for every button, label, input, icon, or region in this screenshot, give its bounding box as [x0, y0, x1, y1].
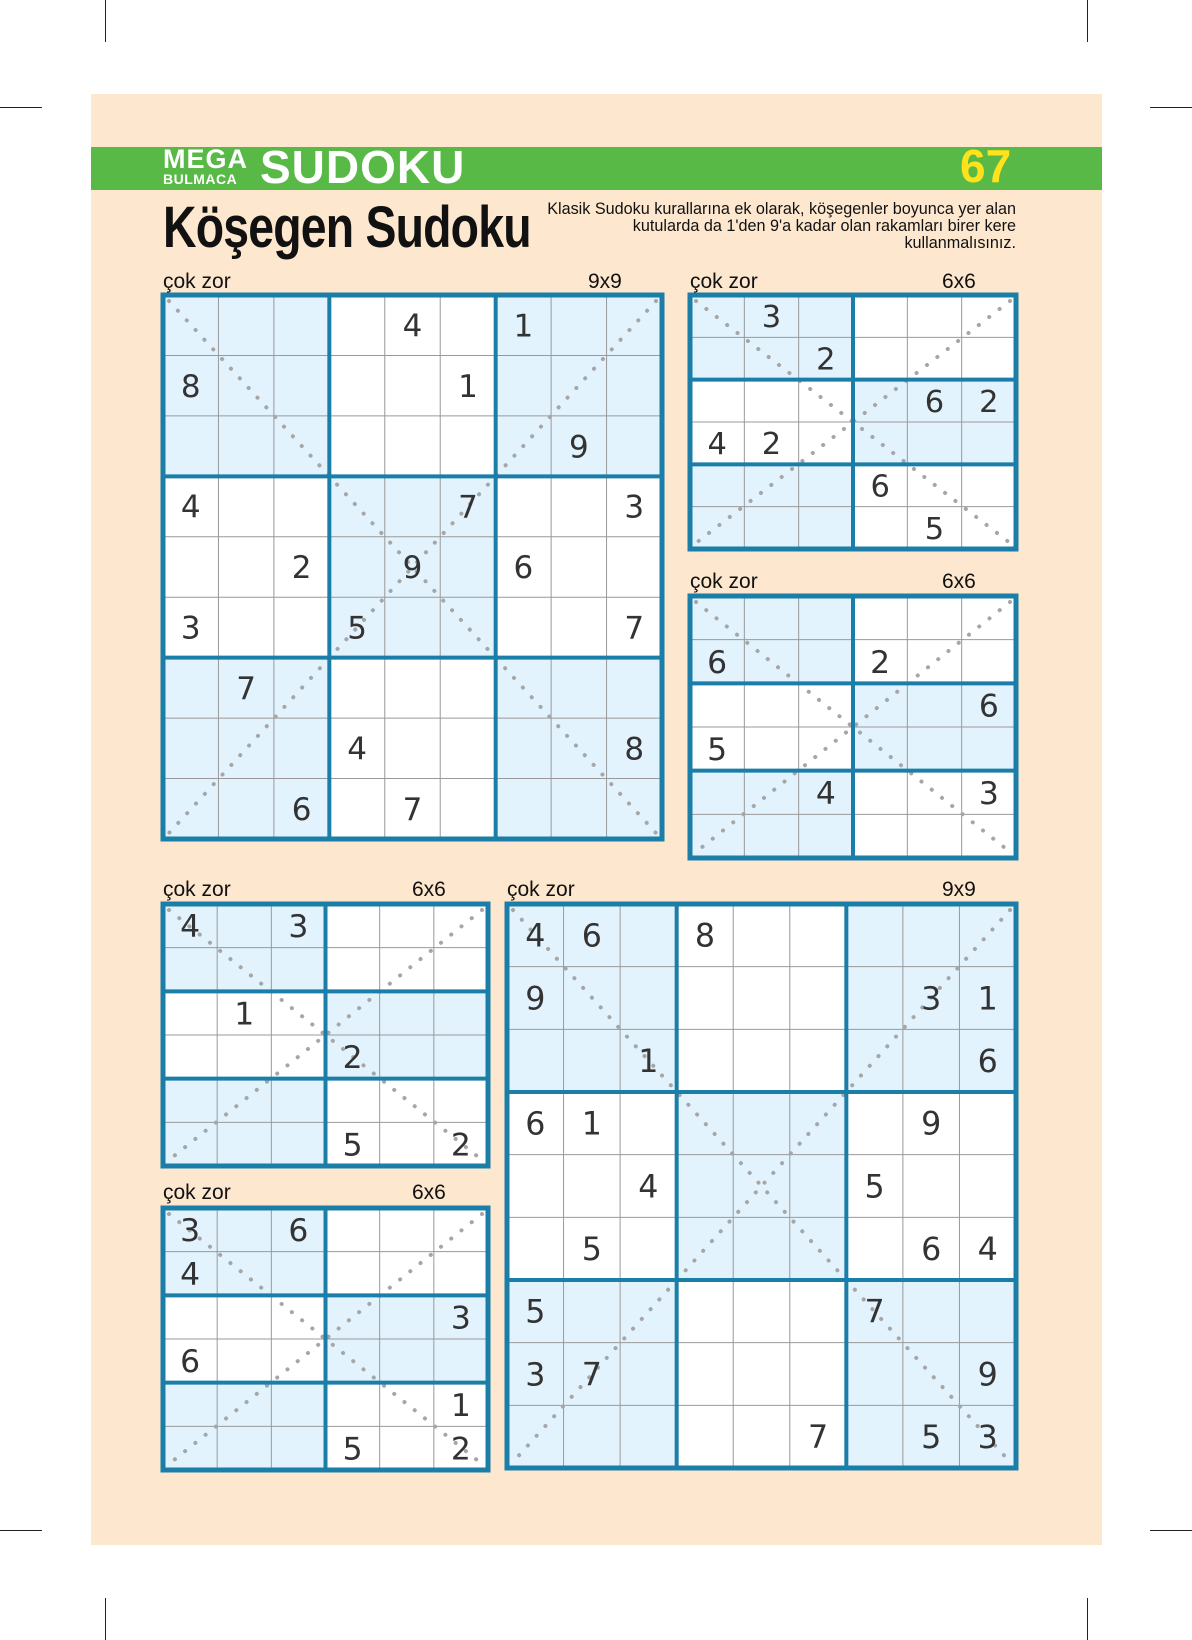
crop-mark: [1087, 1598, 1088, 1640]
given-digit: 6: [978, 688, 999, 725]
given-digit: 1: [450, 1387, 471, 1424]
puzzle-3-size: 6x6: [942, 570, 976, 593]
given-digit: 2: [450, 1431, 471, 1468]
puzzle-4-difficulty: çok zor: [163, 878, 231, 901]
given-digit: 4: [977, 1232, 998, 1269]
puzzle-2-size: 6x6: [942, 270, 976, 293]
given-digit: 6: [525, 1106, 546, 1143]
sudoku-grid-6: [163, 1208, 488, 1470]
sudoku-grid-5: [507, 904, 1016, 1468]
given-digit: 7: [624, 610, 645, 647]
given-digit: 1: [234, 996, 255, 1033]
given-digit: 3: [761, 300, 782, 336]
puzzle-6-size: 6x6: [412, 1181, 446, 1204]
logo-bulmaca: BULMACA: [163, 171, 238, 187]
crop-mark: [1150, 1530, 1192, 1531]
given-digit: 9: [921, 1106, 942, 1143]
given-digit: 8: [180, 368, 201, 405]
given-digit: 6: [581, 918, 602, 955]
given-digit: 9: [402, 550, 423, 587]
crop-mark: [0, 107, 42, 108]
page-title: Köşegen Sudoku: [163, 195, 531, 260]
given-digit: 6: [924, 384, 945, 420]
given-digit: 2: [816, 342, 836, 378]
mega-bulmaca-logo: [163, 144, 248, 187]
given-digit: 5: [581, 1232, 602, 1269]
crop-mark: [1087, 0, 1088, 42]
puzzle-1-difficulty: çok zor: [163, 270, 231, 293]
given-digit: 7: [402, 791, 423, 828]
given-digit: 7: [864, 1294, 885, 1331]
given-digit: 5: [525, 1294, 546, 1331]
sudoku-grid-3: [690, 596, 1016, 858]
given-digit: 5: [921, 1420, 942, 1457]
given-digit: 3: [180, 610, 201, 647]
given-digit: 4: [180, 489, 201, 526]
given-digit: 4: [347, 731, 367, 768]
page-number: 67: [960, 140, 1012, 192]
given-digit: 5: [342, 1431, 363, 1468]
given-digit: 2: [761, 427, 782, 463]
given-digit: 6: [921, 1232, 942, 1269]
given-digit: 1: [977, 981, 998, 1018]
puzzle-5-size: 9x9: [942, 878, 976, 901]
given-digit: 3: [921, 981, 942, 1018]
given-digit: 2: [450, 1127, 471, 1164]
given-digit: 4: [707, 427, 727, 463]
given-digit: 7: [581, 1357, 602, 1394]
given-digit: 1: [581, 1106, 602, 1143]
given-digit: 5: [707, 732, 728, 769]
given-digit: 4: [815, 775, 836, 812]
given-digit: 3: [977, 1420, 998, 1457]
puzzle-5-difficulty: çok zor: [507, 878, 575, 901]
given-digit: 9: [568, 429, 589, 466]
given-digit: 3: [525, 1357, 546, 1394]
given-digit: 6: [180, 1344, 201, 1381]
given-digit: 4: [180, 1256, 201, 1293]
given-digit: 6: [977, 1044, 998, 1081]
given-digit: 3: [624, 489, 645, 526]
sudoku-grid-2: [690, 295, 1016, 549]
given-digit: 4: [180, 909, 201, 946]
puzzle-4-size: 6x6: [412, 878, 446, 901]
sudoku-grid-4: [163, 904, 488, 1166]
given-digit: 4: [402, 308, 423, 345]
given-digit: 6: [288, 1213, 309, 1250]
crop-mark: [105, 0, 106, 42]
logo-mega: MEGA: [163, 144, 248, 174]
given-digit: 1: [458, 368, 478, 405]
section-title: SUDOKU: [260, 141, 466, 193]
given-digit: 6: [291, 791, 312, 828]
given-digit: 2: [342, 1040, 363, 1077]
instructions-text: Klasik Sudoku kurallarına ek olarak, köşegenler boyunca yer alan kutularda da 1'den 9'a kadar olan rakamları birer kere kullanmalısınız.: [547, 200, 1016, 252]
given-digit: 5: [924, 511, 945, 547]
given-digit: 7: [458, 489, 478, 526]
given-digit: 1: [638, 1044, 659, 1081]
puzzle-2-difficulty: çok zor: [690, 270, 758, 293]
given-digit: 7: [236, 671, 257, 708]
given-digit: 2: [870, 644, 891, 681]
crop-mark: [1150, 107, 1192, 108]
given-digit: 2: [979, 384, 999, 420]
given-digit: 6: [870, 469, 890, 505]
given-digit: 9: [977, 1357, 998, 1394]
given-digit: 7: [807, 1420, 829, 1457]
given-digit: 2: [291, 550, 312, 587]
given-digit: 4: [638, 1169, 659, 1206]
given-digit: 1: [513, 308, 534, 345]
given-digit: 4: [525, 918, 546, 955]
given-digit: 8: [694, 918, 716, 955]
puzzle-3-difficulty: çok zor: [690, 570, 758, 593]
given-digit: 9: [525, 981, 546, 1018]
given-digit: 6: [513, 550, 534, 587]
puzzle-6-difficulty: çok zor: [163, 1181, 231, 1204]
given-digit: 3: [288, 909, 309, 946]
given-digit: 8: [624, 731, 645, 768]
crop-mark: [0, 1530, 42, 1531]
given-digit: 3: [450, 1300, 471, 1337]
given-digit: 3: [180, 1213, 201, 1250]
given-digit: 3: [978, 775, 999, 812]
given-digit: 5: [342, 1127, 363, 1164]
given-digit: 6: [707, 644, 728, 681]
given-digit: 5: [864, 1169, 885, 1206]
crop-mark: [105, 1598, 106, 1640]
puzzle-1-size: 9x9: [588, 270, 622, 293]
given-digit: 5: [347, 610, 367, 647]
sudoku-grid-1: [163, 295, 662, 839]
